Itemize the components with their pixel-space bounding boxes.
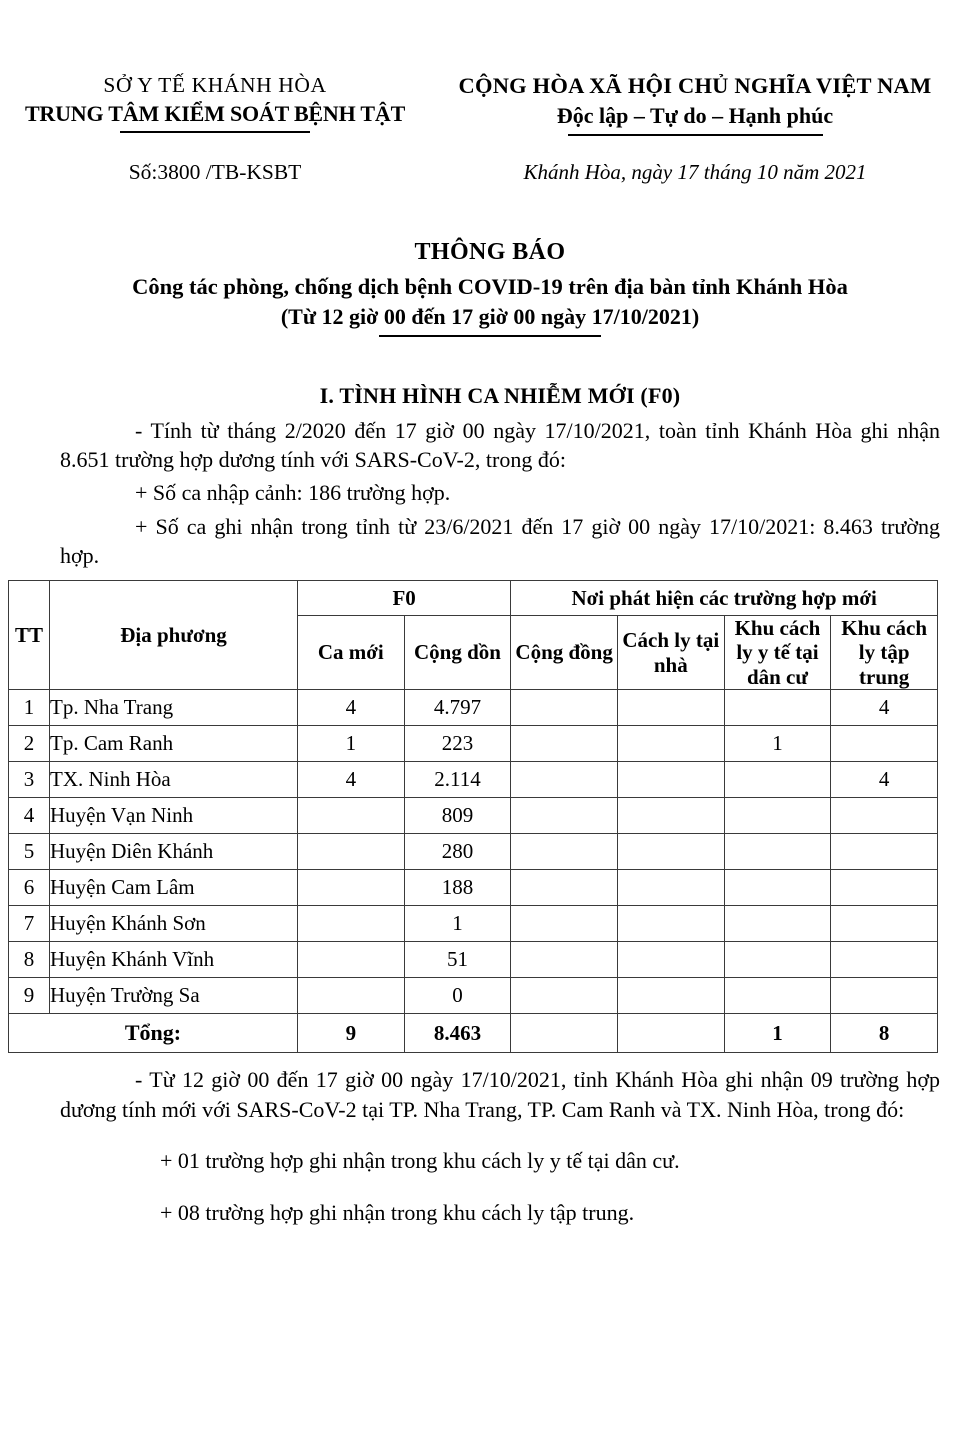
cell-community: [511, 942, 618, 978]
col-header-tt: TT: [9, 581, 50, 690]
cell-cumulative: 2.114: [404, 762, 511, 798]
summary-bullet-2: + 08 trường hợp ghi nhận trong khu cách ly tập trung.: [160, 1200, 635, 1226]
summary-paragraph: - Từ 12 giờ 00 đến 17 giờ 00 ngày 17/10/2021, tỉnh Khánh Hòa ghi nhận 09 trường hợp dương tính mới với SARS-CoV-2 tại TP. Nha Trang, TP. Cam Ranh và TX. Ninh Hòa, trong đó:: [60, 1067, 940, 1122]
col-group-header-detection: Nơi phát hiện các trường hợp mới: [511, 581, 938, 616]
table-row: [9, 978, 938, 1014]
table-total-row: [9, 1014, 938, 1053]
section-one-paragraph-2: + Số ca nhập cảnh: 186 trường hợp.: [135, 480, 451, 506]
cell-community: [511, 870, 618, 906]
total-label: Tổng:: [9, 1014, 298, 1053]
cell-place: Huyện Khánh Vĩnh: [50, 942, 298, 978]
organization-underline: [120, 131, 310, 133]
total-home-quarantine: [617, 1014, 724, 1053]
cell-place: Huyện Cam Lâm: [50, 870, 298, 906]
col-header-central-quarantine: Khu cách ly tập trung: [831, 616, 938, 690]
cell-central-quarantine: [831, 798, 938, 834]
cell-community: [511, 798, 618, 834]
document-subtitle: Công tác phòng, chống dịch bệnh COVID-19 trên địa bàn tỉnh Khánh Hòa: [132, 273, 848, 299]
cell-place: Huyện Trường Sa: [50, 978, 298, 1014]
cell-home-quarantine: [617, 978, 724, 1014]
cell-central-quarantine: [831, 870, 938, 906]
cell-central-quarantine: [831, 834, 938, 870]
cell-new-cases: [298, 942, 405, 978]
cell-central-quarantine: [831, 978, 938, 1014]
case-statistics-table: [8, 580, 938, 1053]
issuing-organization-block: [0, 72, 430, 136]
center-name: TRUNG TÂM KIỂM SOÁT BỆNH TẬT: [24, 100, 406, 126]
cell-new-cases: 4: [298, 762, 405, 798]
table-row: [9, 762, 938, 798]
summary-section: [60, 1065, 940, 1228]
cell-central-quarantine: [831, 906, 938, 942]
cell-home-quarantine: [617, 870, 724, 906]
cell-residential-medical-quarantine: [724, 906, 831, 942]
cell-place: Tp. Cam Ranh: [50, 726, 298, 762]
table-row: [9, 798, 938, 834]
col-group-header-f0: F0: [298, 581, 511, 616]
table-row: [9, 906, 938, 942]
cell-home-quarantine: [617, 834, 724, 870]
cell-residential-medical-quarantine: [724, 834, 831, 870]
country-name: CỘNG HÒA XÃ HỘI CHỦ NGHĨA VIỆT NAM: [458, 73, 932, 98]
cell-tt: 6: [9, 870, 50, 906]
table-group-header-row: [9, 581, 938, 616]
col-header-residential-medical-quarantine: Khu cách ly y tế tại dân cư: [724, 616, 831, 690]
department-name: SỞ Y TẾ KHÁNH HÒA: [103, 73, 327, 97]
cell-home-quarantine: [617, 726, 724, 762]
cell-new-cases: [298, 978, 405, 1014]
document-masthead: [0, 0, 980, 136]
table-row: [9, 942, 938, 978]
document-date: Khánh Hòa, ngày 17 tháng 10 năm 2021: [523, 159, 867, 184]
table-row: [9, 726, 938, 762]
document-title-block: [0, 237, 980, 337]
cell-cumulative: 51: [404, 942, 511, 978]
cell-tt: 3: [9, 762, 50, 798]
section-one: [60, 383, 940, 570]
cell-tt: 2: [9, 726, 50, 762]
total-community: [511, 1014, 618, 1053]
total-residential-medical-quarantine: 1: [724, 1014, 831, 1053]
cell-tt: 1: [9, 690, 50, 726]
case-statistics-table-wrapper: [8, 580, 972, 1053]
table-row: [9, 870, 938, 906]
cell-central-quarantine: [831, 726, 938, 762]
cell-new-cases: 1: [298, 726, 405, 762]
document-number-and-date-row: [0, 160, 980, 185]
cell-cumulative: 1: [404, 906, 511, 942]
title-underline: [379, 335, 601, 337]
section-one-paragraph-3: + Số ca ghi nhận trong tỉnh từ 23/6/2021 đến 17 giờ 00 ngày 17/10/2021: 8.463 trường hợp.: [60, 513, 940, 568]
document-number: Số:3800 /TB-KSBT: [128, 159, 302, 184]
cell-home-quarantine: [617, 906, 724, 942]
summary-bullet-1: + 01 trường hợp ghi nhận trong khu cách ly y tế tại dân cư.: [160, 1148, 680, 1174]
document-time-range: (Từ 12 giờ 00 đến 17 giờ 00 ngày 17/10/2021): [280, 304, 700, 330]
cell-community: [511, 834, 618, 870]
cell-residential-medical-quarantine: [724, 762, 831, 798]
total-cumulative: 8.463: [404, 1014, 511, 1053]
cell-home-quarantine: [617, 762, 724, 798]
cell-cumulative: 280: [404, 834, 511, 870]
col-header-home-quarantine: Cách ly tại nhà: [617, 616, 724, 690]
table-body: [9, 690, 938, 1014]
cell-place: TX. Ninh Hòa: [50, 762, 298, 798]
cell-place: Huyện Diên Khánh: [50, 834, 298, 870]
cell-central-quarantine: [831, 942, 938, 978]
col-header-cumulative: Cộng dồn: [404, 616, 511, 690]
national-heading-block: [430, 72, 960, 136]
table-foot: [9, 1014, 938, 1053]
cell-place: Huyện Vạn Ninh: [50, 798, 298, 834]
table-row: [9, 690, 938, 726]
cell-tt: 4: [9, 798, 50, 834]
national-motto: Độc lập – Tự do – Hạnh phúc: [556, 103, 834, 129]
cell-tt: 5: [9, 834, 50, 870]
cell-community: [511, 978, 618, 1014]
cell-tt: 7: [9, 906, 50, 942]
cell-place: Tp. Nha Trang: [50, 690, 298, 726]
table-row: [9, 834, 938, 870]
cell-residential-medical-quarantine: 1: [724, 726, 831, 762]
col-header-community: Cộng đồng: [511, 616, 618, 690]
cell-residential-medical-quarantine: [724, 690, 831, 726]
cell-residential-medical-quarantine: [724, 942, 831, 978]
cell-cumulative: 809: [404, 798, 511, 834]
total-new-cases: 9: [298, 1014, 405, 1053]
cell-home-quarantine: [617, 942, 724, 978]
col-header-new-cases: Ca mới: [298, 616, 405, 690]
cell-community: [511, 906, 618, 942]
cell-community: [511, 762, 618, 798]
cell-tt: 8: [9, 942, 50, 978]
cell-new-cases: [298, 834, 405, 870]
cell-residential-medical-quarantine: [724, 798, 831, 834]
cell-cumulative: 0: [404, 978, 511, 1014]
cell-cumulative: 4.797: [404, 690, 511, 726]
document-type-title: THÔNG BÁO: [414, 238, 566, 265]
cell-residential-medical-quarantine: [724, 870, 831, 906]
cell-community: [511, 690, 618, 726]
cell-cumulative: 188: [404, 870, 511, 906]
cell-residential-medical-quarantine: [724, 978, 831, 1014]
cell-central-quarantine: 4: [831, 690, 938, 726]
total-central-quarantine: 8: [831, 1014, 938, 1053]
cell-home-quarantine: [617, 798, 724, 834]
cell-cumulative: 223: [404, 726, 511, 762]
cell-community: [511, 726, 618, 762]
cell-place: Huyện Khánh Sơn: [50, 906, 298, 942]
cell-new-cases: [298, 906, 405, 942]
section-one-heading: I. TÌNH HÌNH CA NHIỄM MỚI (F0): [319, 382, 681, 408]
cell-central-quarantine: 4: [831, 762, 938, 798]
motto-underline: [568, 134, 823, 136]
cell-tt: 9: [9, 978, 50, 1014]
cell-new-cases: 4: [298, 690, 405, 726]
section-one-paragraph-1: - Tính từ tháng 2/2020 đến 17 giờ 00 ngày 17/10/2021, toàn tỉnh Khánh Hòa ghi nhận 8.651 trường hợp dương tính với SARS-CoV-2, trong đó:: [60, 417, 940, 473]
cell-new-cases: [298, 798, 405, 834]
cell-new-cases: [298, 870, 405, 906]
cell-home-quarantine: [617, 690, 724, 726]
table-head: [9, 581, 938, 690]
col-header-place: Địa phương: [50, 581, 298, 690]
